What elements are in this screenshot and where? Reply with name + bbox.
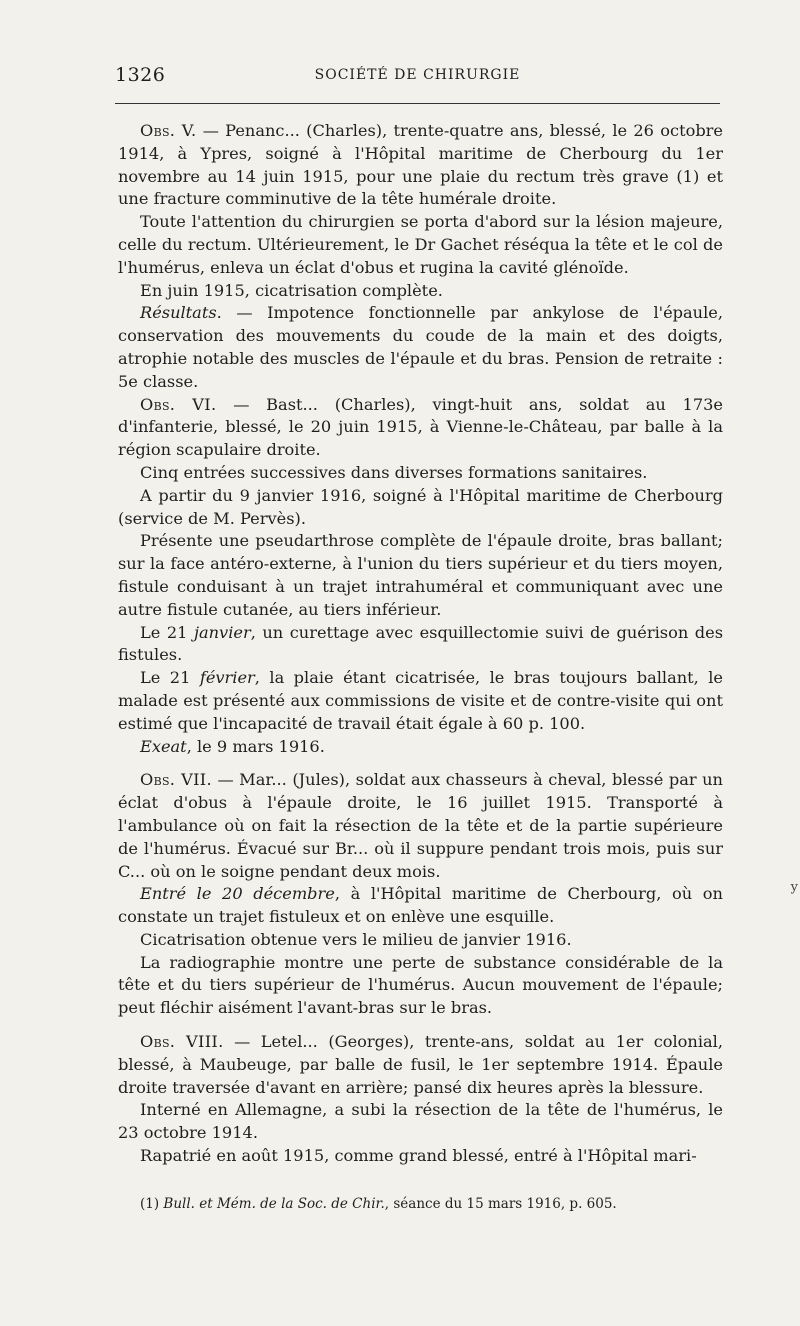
margin-mark: y (790, 880, 798, 895)
running-head: SOCIÉTÉ DE CHIRURGIE (314, 67, 521, 83)
paragraph-text: A partir du 9 janvier 1916, soigné à l'Hôpital maritime de Cherbourg (service de M. Pervès). (118, 485, 723, 528)
observation-label: Obs. VII. (140, 770, 212, 790)
observation-label: Obs. VI. (140, 394, 217, 414)
header-rule (115, 103, 720, 104)
paragraph (118, 302, 723, 393)
paragraph-text: — Impotence fonctionnelle par ankylose de l'épaule, conservation des mouvements du coude de la main et des doigts, atrophie notable des muscles de l'épaule et du bras. Pension de retraite : 5e classe. (118, 303, 723, 391)
paragraph-text: , la plaie étant cicatrisée, le bras toujours ballant, le malade est présenté aux commissions de visite et de contre-visite qui ont estimé que l'incapacité de travail était égale à 60 p. 100. (118, 668, 724, 733)
italic-lead: janvier (193, 622, 251, 642)
paragraph-text: , le 9 mars 1916. (186, 736, 325, 756)
observation-label: Obs. VIII. (140, 1032, 224, 1052)
paragraph-text: — Mar... (Jules), soldat aux chasseurs à cheval, blessé par un éclat d'obus à l'épaule droite, le 16 juillet 1915. Transporté à l'ambulance où on fait la résection de la tête et de la partie supérieure de l'humérus. Évacué sur Br... où il suppure pendant trois mois, puis sur C... où on le soigne pendant deux mois. (118, 770, 723, 881)
paragraph (118, 736, 723, 759)
footnote-text: , séance du 15 mars 1916, p. 605. (384, 1196, 617, 1212)
paragraph-text: Rapatrié en août 1915, comme grand blessé, entré à l'Hôpital mari- (140, 1146, 697, 1166)
italic-lead: Exeat (140, 736, 187, 756)
paragraph (118, 1099, 723, 1145)
paragraph (118, 667, 723, 735)
italic-lead: Résultats. (140, 303, 222, 323)
footnote-marker: (1) (140, 1196, 164, 1212)
page-header (115, 64, 720, 92)
paragraph (118, 485, 723, 531)
paragraph-text: En juin 1915, cicatrisation complète. (140, 280, 443, 300)
paragraph (118, 1031, 723, 1099)
paragraph (118, 929, 723, 952)
paragraph-text: Présente une pseudarthrose complète de l'épaule droite, bras ballant; sur la face antéro-externe, à l'union du tiers supérieur et du tiers moyen, fistule conduisant à un trajet intrahuméral et communiquant avec une autre fistule cutanée, au tiers inférieur. (118, 531, 723, 619)
paragraph-text: — Bast... (Charles), vingt-huit ans, soldat au 173e d'infanterie, blessé, le 20 juin 1915, à Vienne-le-Château, par balle à la région scapulaire droite. (118, 394, 724, 460)
body-text (118, 120, 723, 1168)
paragraph-text: — Letel... (Georges), trente-ans, soldat au 1er colonial, blessé, à Maubeuge, par balle de fusil, le 1er septembre 1914. Épaule droite traversée d'avant en arrière; pansé dix heures après la blessure. (118, 1032, 724, 1097)
paragraph-text: Cicatrisation obtenue vers le milieu de janvier 1916. (140, 929, 572, 949)
paragraph (118, 211, 723, 279)
paragraph-text: Interné en Allemagne, a subi la résection de la tête de l'humérus, le 23 octobre 1914. (118, 1100, 723, 1143)
paragraph (118, 394, 723, 462)
paragraph-text: , à l'Hôpital maritime de Cherbourg, où on constate un trajet fistuleux et on enlève une esquille. (118, 884, 723, 927)
paragraph (118, 280, 723, 303)
paragraph (118, 530, 723, 621)
italic-lead: février (199, 668, 255, 688)
page-number: 1326 (115, 64, 166, 86)
footnote-source: Bull. et Mém. de la Soc. de Chir. (163, 1196, 385, 1212)
paragraph-prefix: Le 21 (140, 668, 200, 688)
paragraph (118, 462, 723, 485)
paragraph (118, 1145, 723, 1168)
paragraph (118, 883, 723, 929)
paragraph-text: — Penanc... (Charles), trente-quatre ans, blessé, le 26 octobre 1914, à Ypres, soigné à l'Hôpital maritime de Cherbourg du 1er novembre au 14 juin 1915, pour une plaie du rectum très grave (1) et une fracture comminutive de la tête humérale droite. (118, 121, 723, 209)
paragraph-prefix: Le 21 (140, 622, 194, 642)
paragraph (118, 952, 723, 1020)
paragraph (118, 622, 723, 668)
paragraph-text: Cinq entrées successives dans diverses formations sanitaires. (140, 462, 648, 482)
paragraph-text: Toute l'attention du chirurgien se porta d'abord sur la lésion majeure, celle du rectum. Ultérieurement, le Dr Gachet réséqua la tête et le col de l'humérus, enleva un éclat d'obus et rugina la cavité glénoïde. (118, 212, 723, 277)
paragraph-text: , un curettage avec esquillectomie suivi de guérison des fistules. (118, 622, 723, 665)
paragraph (118, 120, 723, 211)
italic-lead: Entré le 20 décembre (140, 884, 335, 904)
footnote (140, 1195, 720, 1213)
paragraph-text: La radiographie montre une perte de substance considérable de la tête et du tiers supérieur de l'humérus. Aucun mouvement de l'épaule; peut fléchir aisément l'avant-bras sur le bras. (118, 952, 723, 1018)
paragraph (118, 769, 723, 883)
observation-label: Obs. V. (140, 121, 197, 140)
